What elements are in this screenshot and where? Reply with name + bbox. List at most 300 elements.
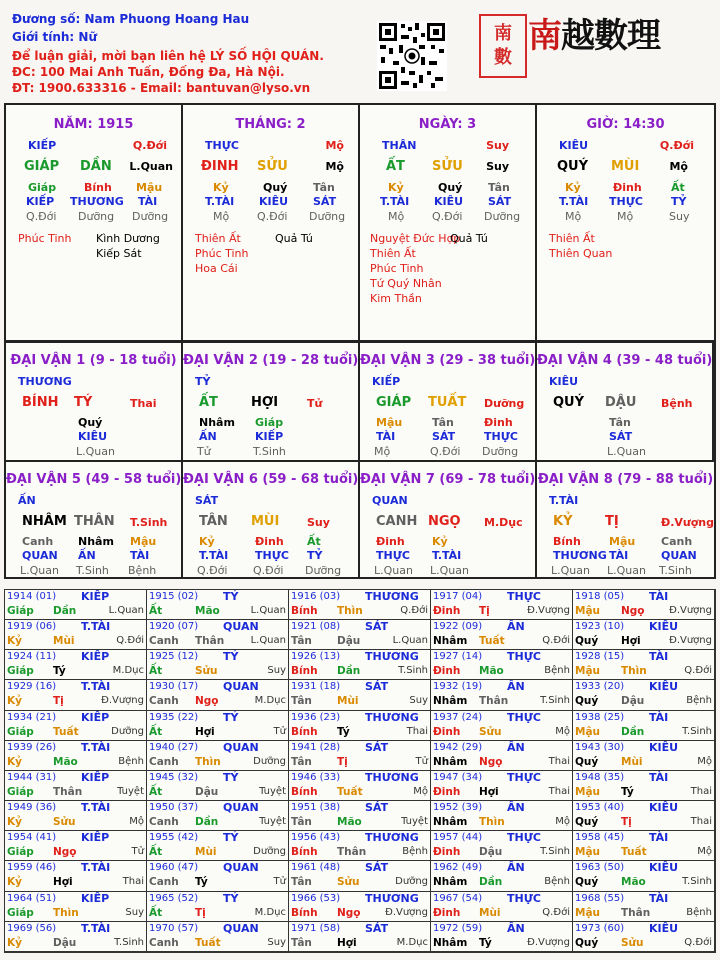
year-state: Suy	[125, 906, 144, 918]
year-cell	[147, 620, 289, 650]
year-state: Tử	[273, 876, 286, 888]
year-god: THƯƠNG	[365, 710, 419, 724]
pillar-hour	[537, 105, 714, 340]
hidden-state-1: Q.Đới	[26, 210, 57, 223]
year-cell	[5, 831, 147, 861]
year-god: QUAN	[223, 620, 259, 634]
year-cell	[289, 922, 431, 952]
hidden-stem-3: Mậu	[136, 181, 163, 194]
year-state: Bệnh	[686, 695, 712, 707]
year-branch: Tuất	[621, 846, 647, 859]
year-cell	[147, 711, 289, 741]
luck-pillar-3	[360, 343, 537, 460]
luck-hidden-stem: Mậu	[376, 416, 403, 429]
year-stem: Tân	[291, 635, 312, 648]
year-label: 1958 (45)	[575, 832, 625, 844]
year-cell	[289, 590, 431, 620]
year-cell	[147, 650, 289, 680]
pillar-stem: QUÝ	[557, 159, 589, 174]
year-god: QUAN	[223, 801, 259, 815]
year-god: KIÊU	[649, 861, 679, 875]
luck-hidden-stem: Kỷ	[432, 535, 448, 548]
year-branch: Ngọ	[479, 755, 503, 768]
hidden-god-1: T.TÀI	[205, 195, 235, 208]
luck-hidden-state: L.Quan	[374, 564, 413, 577]
year-state: Đ.Vượng	[385, 906, 428, 918]
year-label: 1962 (49)	[433, 862, 483, 874]
year-branch: Hợi	[195, 725, 215, 738]
year-branch: Mão	[53, 755, 78, 768]
year-god: T.TÀI	[81, 921, 111, 935]
luck-pillar-8	[537, 460, 714, 577]
year-stem: Canh	[149, 755, 179, 768]
luck-hidden-god: TỶ	[307, 549, 323, 562]
year-state: Mộ	[555, 816, 570, 828]
hidden-stem-1: Kỷ	[388, 181, 404, 194]
hidden-god-3: SÁT	[313, 195, 337, 208]
year-god: ẤN	[507, 861, 525, 875]
year-branch: Dần	[53, 605, 77, 617]
star-left-2: Phúc Tinh	[195, 247, 249, 260]
luck-pillar-2	[183, 343, 360, 460]
year-stem: Kỷ	[7, 695, 22, 708]
luck-hidden-god: TÀI	[130, 549, 150, 562]
luck-hidden-god: ẤN	[78, 549, 96, 562]
hidden-state-3: Suy	[669, 210, 690, 223]
year-state: Bệnh	[686, 906, 712, 918]
year-stem: Đinh	[433, 785, 461, 798]
hidden-state-2: Q.Đới	[432, 210, 463, 223]
luck-hidden-god: THỰC	[255, 549, 289, 562]
year-label: 1918 (05)	[575, 591, 625, 602]
year-label: 1961 (48)	[291, 862, 341, 874]
pillar-stem: ĐINH	[201, 159, 239, 174]
hidden-god-1: KIẾP	[26, 195, 55, 208]
luck-hidden-god: KIÊU	[78, 430, 108, 443]
year-branch: Dần	[479, 876, 503, 889]
year-branch: Mùi	[621, 755, 643, 768]
year-stem: Giáp	[7, 605, 34, 617]
year-label: 1973 (60)	[575, 922, 625, 934]
year-branch: Tuất	[337, 785, 363, 798]
luck-hidden-god: QUAN	[22, 549, 58, 562]
year-state: Bệnh	[544, 665, 570, 677]
year-stem: Đinh	[433, 846, 461, 859]
hidden-god-3: TỶ	[671, 195, 687, 208]
year-branch: Tuất	[479, 635, 505, 648]
pillar-stem: GIÁP	[24, 159, 60, 174]
year-stem: Đinh	[433, 605, 461, 617]
year-cell	[5, 892, 147, 922]
year-label: 1917 (04)	[433, 591, 483, 602]
year-state: Thai	[690, 816, 712, 828]
year-stem: Kỷ	[7, 755, 22, 768]
luck-god: THƯƠNG	[18, 375, 72, 388]
year-god: TỶ	[223, 891, 239, 905]
year-branch: Tý	[479, 936, 492, 949]
chart-header	[0, 0, 720, 100]
hidden-state-2: Q.Đới	[257, 210, 288, 223]
year-stem: Kỷ	[7, 635, 22, 648]
year-branch: Tị	[337, 755, 348, 768]
hidden-state-3: Dưỡng	[309, 210, 346, 223]
year-god: THỰC	[507, 710, 541, 724]
hidden-stem-2: Quý	[438, 181, 463, 194]
year-god: TÀI	[649, 891, 669, 905]
luck-stem: ẤT	[199, 395, 218, 410]
address-line: ĐC: 100 Mai Anh Tuấn, Đống Đa, Hà Nội.	[12, 65, 285, 79]
luck-hidden-god: ẤN	[199, 430, 217, 443]
year-label: 1963 (50)	[575, 862, 625, 874]
pillar-day	[360, 105, 537, 340]
year-stem: Tân	[291, 755, 312, 768]
year-label: 1964 (51)	[7, 892, 57, 904]
year-label: 1921 (08)	[291, 621, 341, 633]
pillar-god: THÂN	[382, 139, 417, 152]
luck-hidden-stem: Mậu	[609, 535, 636, 548]
year-label: 1965 (52)	[149, 892, 199, 904]
year-state: Mộ	[697, 755, 712, 767]
luck-stem: NHÂM	[22, 514, 67, 529]
year-stem: Ất	[149, 605, 163, 617]
year-branch: Dần	[337, 665, 361, 678]
year-cell	[573, 741, 715, 771]
hidden-stem-2: Quý	[263, 181, 288, 194]
year-label: 1930 (17)	[149, 681, 199, 693]
year-branch: Hợi	[53, 876, 73, 889]
year-god: KIÊU	[649, 740, 679, 754]
year-god: TÀI	[649, 650, 669, 664]
year-label: 1951 (38)	[291, 802, 341, 814]
year-god: QUAN	[223, 680, 259, 694]
year-god: KIẾP	[81, 770, 110, 784]
luck-branch: DẬU	[605, 395, 637, 410]
year-cell	[5, 771, 147, 801]
year-cell	[431, 711, 573, 741]
year-cell	[289, 620, 431, 650]
year-branch: Sửu	[621, 936, 644, 949]
year-god: T.TÀI	[81, 740, 111, 754]
luck-god: QUAN	[372, 494, 408, 507]
hidden-god-3: SÁT	[488, 195, 512, 208]
year-god: ẤN	[507, 921, 525, 935]
year-god: SÁT	[365, 861, 389, 875]
hidden-state-2: Mộ	[617, 210, 634, 223]
year-cell	[289, 650, 431, 680]
year-god: TÀI	[649, 770, 669, 784]
year-god: THỰC	[507, 831, 541, 845]
luck-hidden-stem: Bính	[553, 535, 581, 548]
luck-hidden-god: SÁT	[432, 430, 456, 443]
luck-hidden-god: TÀI	[376, 430, 396, 443]
year-god: THƯƠNG	[365, 590, 419, 603]
year-god: QUAN	[223, 740, 259, 754]
year-stem: Canh	[149, 695, 179, 708]
hidden-state-2: Dưỡng	[78, 210, 115, 223]
luck-state: Bệnh	[661, 397, 693, 410]
year-label: 1960 (47)	[149, 862, 199, 874]
year-state: Mộ	[129, 816, 144, 828]
year-stem: Mậu	[575, 605, 601, 617]
year-state: Q.Đới	[684, 936, 712, 948]
year-god: TỶ	[223, 650, 239, 664]
year-label: 1949 (36)	[7, 802, 57, 814]
year-label: 1939 (26)	[7, 741, 57, 753]
pillar-branch-state: Suy	[486, 160, 509, 173]
year-cell	[573, 590, 715, 620]
year-branch: Dậu	[53, 936, 77, 949]
year-label: 1914 (01)	[7, 591, 57, 602]
year-state: Q.Đới	[542, 635, 570, 647]
luck-hidden-god: T.TÀI	[199, 549, 229, 562]
pillar-branch-state: Mộ	[325, 160, 344, 173]
hidden-god-2: THỰC	[609, 195, 643, 208]
year-label: 1955 (42)	[149, 832, 199, 844]
luck-hidden-stem: Đinh	[376, 535, 405, 548]
year-branch: Tị	[479, 605, 490, 617]
star-right-1: Kình Dương	[96, 232, 160, 245]
luck-state: Suy	[307, 516, 330, 529]
year-god: TỶ	[223, 770, 239, 784]
luck-hidden-state: T.Sinh	[659, 564, 692, 577]
year-stem: Quý	[575, 816, 599, 829]
year-label: 1936 (23)	[291, 711, 341, 723]
year-state: Tuyệt	[401, 816, 428, 828]
year-stem: Ất	[149, 665, 163, 678]
pillar-god: THỰC	[205, 139, 239, 152]
year-stem: Canh	[149, 936, 179, 949]
star-left-1: Phúc Tinh	[18, 232, 72, 245]
year-label: 1945 (32)	[149, 771, 199, 783]
year-god: ẤN	[507, 680, 525, 694]
luck-hidden-state: Mộ	[374, 445, 391, 458]
luck-stem: KỶ	[553, 514, 573, 529]
year-god: TÀI	[649, 831, 669, 845]
year-state: Tử	[273, 725, 286, 737]
luck-stem: TÂN	[199, 514, 228, 529]
year-stem: Giáp	[7, 725, 34, 738]
year-branch: Thìn	[53, 906, 79, 919]
four-pillars-grid	[4, 103, 716, 342]
star-left-3: Phúc Tinh	[370, 262, 424, 275]
pillar-branch: DẦN	[80, 159, 112, 174]
luck-title: ĐẠI VẬN 5 (49 - 58 tuổi)	[6, 472, 182, 487]
year-stem: Kỷ	[7, 816, 22, 829]
year-god: THƯƠNG	[365, 650, 419, 664]
year-god: T.TÀI	[81, 680, 111, 694]
luck-title: ĐẠI VẬN 7 (69 - 78 tuổi)	[360, 472, 536, 487]
luck-hidden-state: L.Quan	[551, 564, 590, 577]
luck-hidden-god: THƯƠNG	[553, 549, 607, 562]
star-left-3: Hoa Cái	[195, 262, 238, 275]
year-stem: Quý	[575, 876, 599, 889]
luck-god: KIẾP	[372, 375, 401, 388]
luck-hidden-state: L.Quan	[20, 564, 59, 577]
year-label: 1952 (39)	[433, 802, 483, 814]
hidden-god-3: TÀI	[138, 195, 158, 208]
luck-hidden-state: Q.Đới	[430, 445, 461, 458]
year-branch: Thân	[195, 635, 225, 648]
luck-pillar-6	[183, 460, 360, 577]
hidden-god-2: KIÊU	[434, 195, 464, 208]
year-label: 1927 (14)	[433, 651, 483, 663]
year-state: Mộ	[697, 846, 712, 858]
year-state: Tuyệt	[259, 785, 286, 797]
year-god: KIẾP	[81, 650, 110, 664]
year-label: 1925 (12)	[149, 651, 199, 663]
year-label: 1926 (13)	[291, 651, 341, 663]
pillar-branch: SỬU	[257, 159, 288, 174]
year-stem: Kỷ	[7, 936, 22, 949]
year-stem: Giáp	[7, 665, 34, 678]
year-state: Bệnh	[544, 876, 570, 888]
year-stem: Nhâm	[433, 936, 468, 949]
star-right-1: Quả Tú	[275, 232, 313, 245]
year-branch: Thân	[479, 695, 509, 708]
hidden-state-1: Mộ	[565, 210, 582, 223]
luck-hidden-stem: Canh	[661, 535, 693, 548]
year-label: 1950 (37)	[149, 802, 199, 814]
pillar-branch: MÙI	[611, 159, 640, 174]
contact-line: Để luận giải, mời bạn liên hệ LÝ SỐ HỘI QUÁN.	[12, 49, 324, 63]
year-branch: Dậu	[621, 695, 645, 708]
year-state: M.Dục	[254, 695, 286, 707]
luck-title: ĐẠI VẬN 6 (59 - 68 tuổi)	[183, 472, 359, 487]
year-stem: Giáp	[7, 846, 34, 859]
star-left-2: Thiên Quan	[549, 247, 613, 260]
year-state: Tuyệt	[259, 816, 286, 828]
year-stem: Bính	[291, 906, 318, 919]
year-god: TÀI	[649, 590, 669, 603]
year-state: T.Sinh	[540, 846, 570, 858]
hidden-stem-2: Bính	[84, 181, 112, 194]
year-god: SÁT	[365, 921, 389, 935]
year-state: Đ.Vượng	[101, 695, 144, 707]
luck-hidden-state: Q.Đới	[253, 564, 284, 577]
luck-hidden-stem: Quý	[78, 416, 103, 429]
year-god: KIẾP	[81, 831, 110, 845]
pillar-god-state: Q.Đới	[132, 139, 167, 152]
luck-god: SÁT	[195, 494, 219, 507]
year-state: Mộ	[555, 725, 570, 737]
year-state: Suy	[267, 936, 286, 948]
luck-pillar-4	[537, 343, 714, 460]
year-state: T.Sinh	[398, 665, 428, 677]
year-cell	[5, 861, 147, 891]
luck-pillar-5	[6, 460, 183, 577]
year-cell	[289, 741, 431, 771]
luck-hidden-god: SÁT	[609, 430, 633, 443]
year-branch: Thân	[53, 785, 83, 798]
year-cell	[431, 590, 573, 620]
year-stem: Canh	[149, 635, 179, 648]
year-cell	[573, 861, 715, 891]
year-branch: Thìn	[621, 665, 647, 678]
year-god: KIẾP	[81, 710, 110, 724]
pillar-god: KIÊU	[559, 139, 589, 152]
year-stem: Ất	[149, 785, 163, 798]
year-state: L.Quan	[250, 635, 286, 647]
luck-hidden-stem: Đinh	[484, 416, 513, 429]
year-label: 1948 (35)	[575, 771, 625, 783]
year-label: 1942 (29)	[433, 741, 483, 753]
year-branch: Ngọ	[195, 695, 219, 708]
year-branch: Mùi	[195, 846, 217, 859]
year-god: THƯƠNG	[365, 770, 419, 784]
year-branch: Tý	[337, 725, 350, 738]
year-state: Tử	[131, 846, 144, 858]
year-stem: Nhâm	[433, 816, 468, 829]
luck-hidden-state: L.Quan	[607, 564, 646, 577]
year-cell	[573, 922, 715, 952]
year-state: Đ.Vượng	[527, 936, 570, 948]
owner-line: Đương số: Nam Phuong Hoang Hau	[12, 12, 250, 26]
luck-stem: QUÝ	[553, 395, 585, 410]
luck-hidden-stem: Tân	[609, 416, 631, 429]
luck-hidden-stem: Kỷ	[199, 535, 215, 548]
year-state: M.Dục	[254, 906, 286, 918]
hidden-stem-1: Giáp	[28, 181, 57, 194]
year-state: Dưỡng	[253, 755, 286, 767]
year-label: 1970 (57)	[149, 922, 199, 934]
pillar-branch-state: Mộ	[669, 160, 688, 173]
year-branch: Hợi	[479, 785, 499, 798]
year-branch: Sửu	[337, 876, 360, 889]
luck-god: TỶ	[195, 375, 211, 388]
year-cell	[147, 590, 289, 620]
year-state: T.Sinh	[540, 695, 570, 707]
year-label: 1929 (16)	[7, 681, 57, 693]
year-stem: Quý	[575, 635, 599, 648]
year-label: 1959 (46)	[7, 862, 57, 874]
year-label: 1932 (19)	[433, 681, 483, 693]
year-cell	[147, 680, 289, 710]
luck-title: ĐẠI VẬN 3 (29 - 38 tuổi)	[360, 353, 536, 368]
year-stem: Đinh	[433, 665, 461, 678]
luck-hidden-stem: Ất	[307, 535, 321, 548]
year-branch: Tý	[53, 665, 66, 678]
year-cell	[573, 771, 715, 801]
hidden-state-1: Mộ	[213, 210, 230, 223]
year-branch: Ngọ	[53, 846, 77, 859]
luck-hidden-state: L.Quan	[76, 445, 115, 458]
year-cell	[289, 680, 431, 710]
luck-hidden-stem: Mậu	[130, 535, 157, 548]
year-state: Suy	[267, 665, 286, 677]
year-god: TỶ	[223, 831, 239, 845]
year-branch: Tý	[195, 876, 208, 889]
luck-hidden-stem: Đinh	[255, 535, 284, 548]
year-branch: Dậu	[479, 846, 503, 859]
year-branch: Mùi	[53, 635, 75, 648]
year-state: Đ.Vượng	[669, 605, 712, 616]
year-branch: Tý	[621, 785, 634, 798]
star-left-5: Kim Thần	[370, 292, 422, 305]
year-god: KIẾP	[81, 590, 110, 603]
luck-title: ĐẠI VẬN 1 (9 - 18 tuổi)	[10, 353, 177, 368]
year-label: 1923 (10)	[575, 621, 625, 633]
luck-branch: TUẤT	[428, 395, 467, 410]
year-cell	[147, 801, 289, 831]
luck-pillar-1	[6, 343, 183, 460]
year-label: 1916 (03)	[291, 591, 341, 602]
hidden-god-2: KIÊU	[259, 195, 289, 208]
year-god: THƯƠNG	[365, 831, 419, 845]
hidden-god-1: T.TÀI	[559, 195, 589, 208]
hidden-stem-1: Kỷ	[565, 181, 581, 194]
year-label: 1915 (02)	[149, 591, 199, 602]
year-state: T.Sinh	[114, 936, 144, 948]
